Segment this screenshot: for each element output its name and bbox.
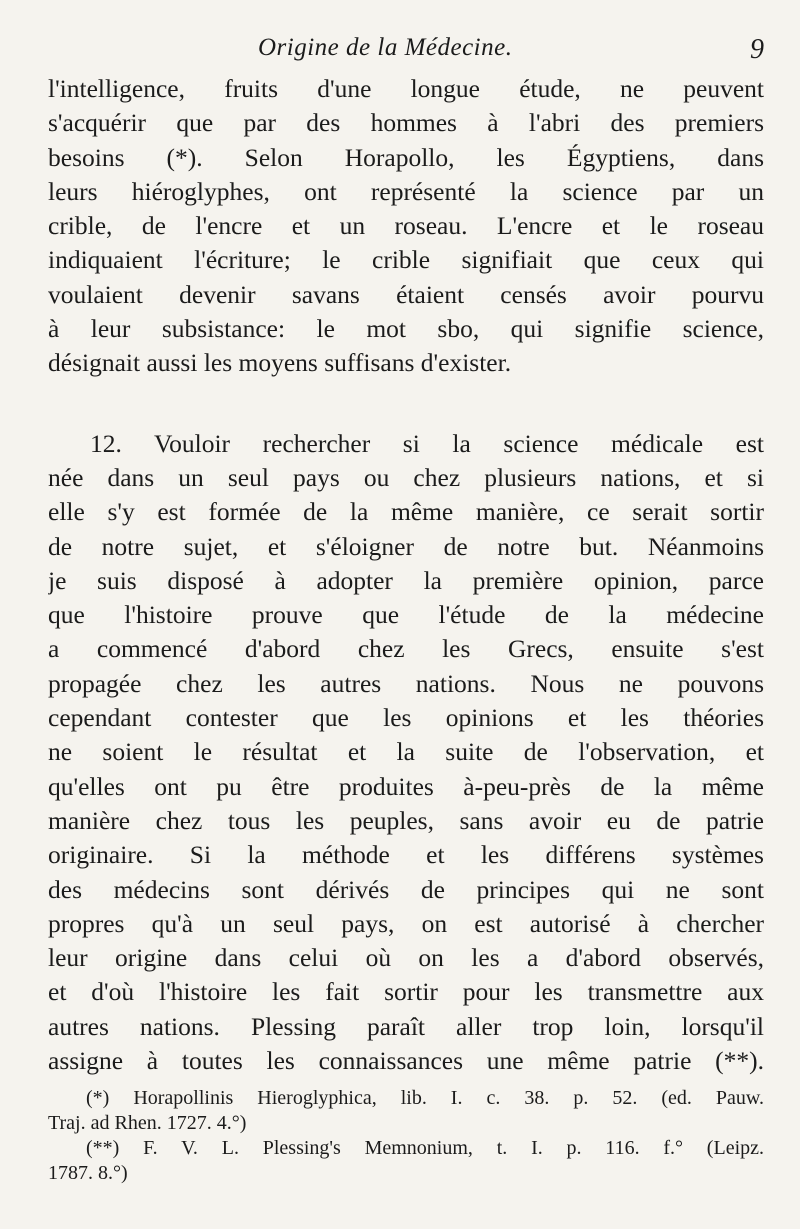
footnote-line: Traj. ad Rhen. 1727. 4.°) [48,1112,247,1134]
text-line: manière chez tous les peuples, sans avoir eu de patrie [48,805,764,835]
text-line: de notre sujet, et s'éloigner de notre but. Néanmoins [48,531,764,561]
text-line: propres qu'à un seul pays, on est autorisé à chercher [48,908,764,938]
footnotes [48,1086,764,1186]
text-line: besoins (*). Selon Horapollo, les Égyptiens, dans [48,142,764,172]
text-line: autres nations. Plessing paraît aller trop loin, lorsqu'il [48,1011,764,1041]
text-line: originaire. Si la méthode et les différens systèmes [48,840,764,870]
text-line: s'acquérir que par des hommes à l'abri des premiers [48,108,764,138]
text-line: assigne à toutes les connaissances une même patrie (**). [48,1046,764,1076]
text-line: que l'histoire prouve que l'étude de la médecine [48,600,764,630]
text-line: leur origine dans celui où on les a d'abord observés, [48,943,764,973]
text-line: propagée chez les autres nations. Nous ne pouvons [48,668,764,698]
paragraph-12 [48,427,764,1079]
page-header [48,32,770,72]
text-line: elle s'y est formée de la même manière, ce serait sortir [48,497,764,527]
text-line: désignait aussi les moyens suffisans d'exister. [48,348,512,378]
text-line: à leur subsistance: le mot sbo, qui signifie science, [48,314,764,344]
text-line: et d'où l'histoire les fait sortir pour les transmettre aux [48,977,764,1007]
text-line: crible, de l'encre et un roseau. L'encre et le roseau [48,211,764,241]
footnote-line: 1787. 8.°) [48,1162,128,1184]
text-line: 12. Vouloir rechercher si la science médicale est [90,428,764,458]
running-title: Origine de la Médecine. [258,34,513,61]
footnote-line: (**) F. V. L. Plessing's Memnonium, t. I. p. 116. f.° (Leipz. [86,1137,764,1159]
paragraph-gap [48,381,764,427]
text-line: l'intelligence, fruits d'une longue étude, ne peuvent [48,74,764,103]
text-line: ne soient le résultat et la suite de l'observation, et [48,737,764,767]
text-line: cependant contester que les opinions et les théories [48,703,764,733]
text-line: des médecins sont dérivés de principes qui ne sont [48,874,764,904]
footnote-line: (*) Horapollinis Hieroglyphica, lib. I. c. 38. p. 52. (ed. Pauw. [86,1087,764,1109]
paragraph-1 [48,72,764,381]
page-number: 9 [750,34,764,65]
page-body [48,72,764,1078]
text-line: voulaient devenir savans étaient censés avoir pourvu [48,279,764,309]
text-line: je suis disposé à adopter la première opinion, parce [48,565,764,595]
text-line: leurs hiéroglyphes, ont représenté la science par un [48,176,764,206]
text-line: a commencé d'abord chez les Grecs, ensuite s'est [48,634,764,664]
text-line: née dans un seul pays ou chez plusieurs nations, et si [48,462,764,492]
text-line: qu'elles ont pu être produites à-peu-près de la même [48,771,764,801]
text-line: indiquaient l'écriture; le crible signifiait que ceux qui [48,245,764,275]
